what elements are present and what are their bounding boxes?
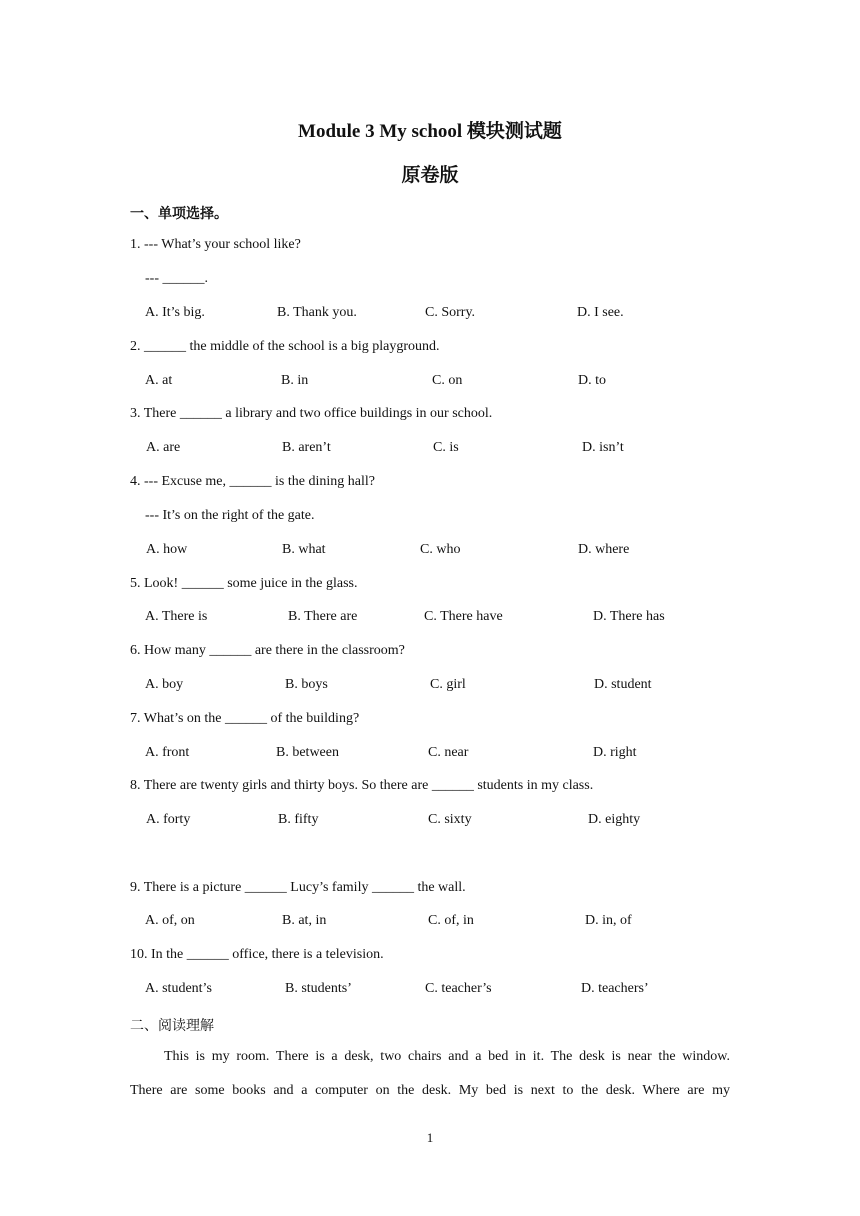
option-d: D. student [594, 677, 652, 692]
option-d: D. I see. [577, 305, 624, 320]
option-row [0, 305, 860, 325]
option-c: C. Sorry. [425, 305, 476, 320]
option-c: C. who [420, 542, 461, 557]
option-row [0, 981, 860, 1001]
question-stem: 5. Look! ______ some juice in the glass. [130, 576, 358, 591]
passage-line [130, 1040, 730, 1074]
option-b: B. between [276, 745, 339, 760]
option-a: A. student’s [145, 981, 212, 996]
option-d: D. right [593, 745, 637, 760]
option-row [0, 542, 860, 562]
question-sub-line: --- ______. [145, 271, 208, 286]
option-row [0, 440, 860, 460]
option-a: A. at [145, 373, 173, 388]
question-stem: 7. What’s on the ______ of the building? [130, 711, 360, 726]
option-b: B. at, in [282, 913, 327, 928]
question-stem: 2. ______ the middle of the school is a big playground. [130, 339, 440, 354]
section-heading-reading: 二、阅读理解 [130, 1019, 214, 1034]
option-b: B. boys [285, 677, 328, 692]
option-b: B. in [281, 373, 309, 388]
section-heading-choice: 一、单项选择。 [130, 207, 228, 222]
option-c: C. There have [424, 609, 503, 624]
option-a: A. boy [145, 677, 184, 692]
option-d: D. where [578, 542, 630, 557]
option-d: D. eighty [588, 812, 641, 827]
passage-line-text: There are some books and a computer on the desk. My bed is next to the desk. Where are my [130, 1083, 730, 1098]
question-stem: 1. --- What’s your school like? [130, 237, 301, 252]
option-d: D. to [578, 373, 606, 388]
page-number: 1 [426, 1130, 434, 1145]
question-stem: 3. There ______ a library and two office buildings in our school. [130, 406, 493, 421]
option-row [0, 913, 860, 933]
option-row [0, 609, 860, 629]
option-a: A. are [146, 440, 181, 455]
option-a: A. of, on [145, 913, 195, 928]
question-sub-line: --- It’s on the right of the gate. [145, 508, 315, 523]
document-subtitle: 原卷版 [401, 165, 459, 186]
reading-passage [130, 1040, 730, 1108]
option-b: B. fifty [278, 812, 319, 827]
option-c: C. teacher’s [425, 981, 492, 996]
option-c: C. on [432, 373, 463, 388]
option-row [0, 373, 860, 393]
question-stem: 10. In the ______ office, there is a television. [130, 947, 384, 962]
option-c: C. near [428, 745, 469, 760]
option-c: C. sixty [428, 812, 472, 827]
option-b: B. what [282, 542, 326, 557]
passage-line [130, 1074, 730, 1108]
option-row [0, 812, 860, 832]
option-d: D. teachers’ [581, 981, 649, 996]
option-d: D. in, of [585, 913, 632, 928]
option-b: B. There are [288, 609, 358, 624]
document-title: Module 3 My school 模块测试题 [298, 121, 562, 142]
option-c: C. girl [430, 677, 466, 692]
option-d: D. isn’t [582, 440, 624, 455]
option-c: C. is [433, 440, 459, 455]
passage-line-text: This is my room. There is a desk, two chairs and a bed in it. The desk is near the window. [164, 1049, 730, 1064]
question-stem: 9. There is a picture ______ Lucy’s family ______ the wall. [130, 880, 466, 895]
question-stem: 4. --- Excuse me, ______ is the dining hall? [130, 474, 375, 489]
option-d: D. There has [593, 609, 665, 624]
option-b: B. aren’t [282, 440, 331, 455]
option-a: A. forty [146, 812, 191, 827]
question-stem: 6. How many ______ are there in the classroom? [130, 643, 405, 658]
option-row [0, 745, 860, 765]
question-stem: 8. There are twenty girls and thirty boys. So there are ______ students in my class. [130, 778, 594, 793]
option-a: A. It’s big. [145, 305, 205, 320]
option-a: A. front [145, 745, 190, 760]
option-b: B. students’ [285, 981, 352, 996]
option-a: A. There is [145, 609, 208, 624]
option-c: C. of, in [428, 913, 474, 928]
option-a: A. how [146, 542, 188, 557]
option-row [0, 677, 860, 697]
option-b: B. Thank you. [277, 305, 357, 320]
